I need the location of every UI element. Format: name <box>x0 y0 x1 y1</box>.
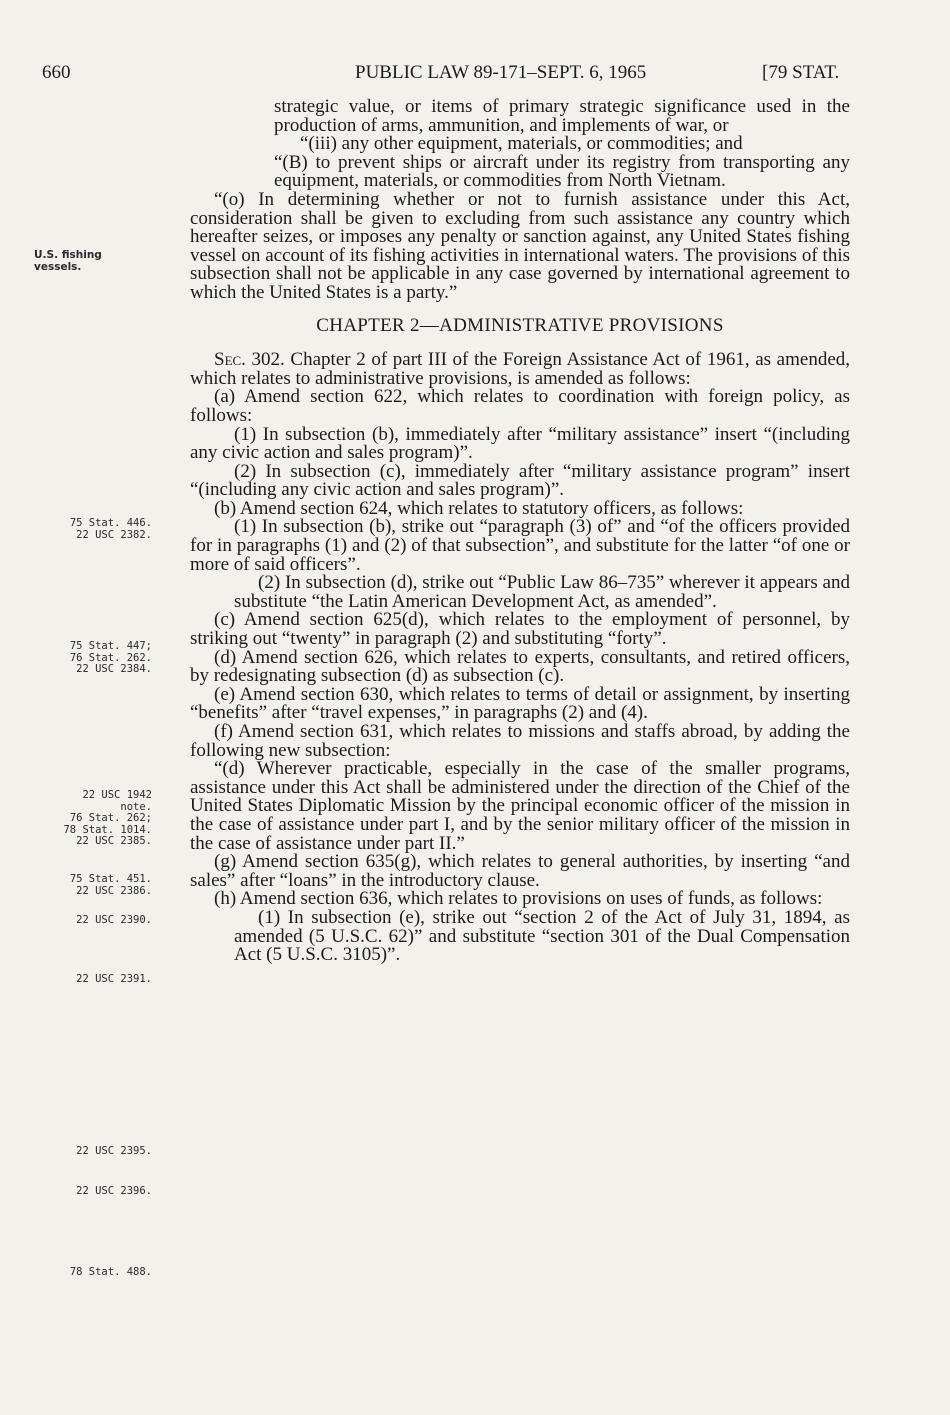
statute-reference: [79 STAT. <box>762 62 840 83</box>
paragraph: (a) Amend section 622, which relates to coordination with foreign policy, as follows: <box>190 386 850 426</box>
paragraph <box>190 351 850 388</box>
paragraph: strategic value, or items of primary strategic significance used in the production of arms, ammunition, and implements of war, or <box>274 96 850 136</box>
section-label: Sec. <box>214 349 246 371</box>
margin-note: 22 USC 2395. <box>76 1145 152 1157</box>
paragraph: “(iii) any other equipment, materials, or commodities; and <box>300 133 743 155</box>
margin-note: 22 USC 2391. <box>76 973 152 985</box>
paragraph: (h) Amend section 636, which relates to provisions on uses of funds, as follows: <box>214 888 823 910</box>
paragraph: (2) In subsection (d), strike out “Public Law 86–735” wherever it appears and substitute “the Latin American Development Act, as amended”. <box>234 572 850 612</box>
paragraph: (2) In subsection (c), immediately after “military assistance program” insert “(including any civic action and sales program)”. <box>190 460 850 501</box>
paragraph: (1) In subsection (e), strike out “section 2 of the Act of July 31, 1894, as amended (5 U.S.C. 62)” and substitute “section 301 of the Dual Compensation Act (5 U.S.C. 3105)”. <box>234 906 850 966</box>
margin-note: 75 Stat. 446. 22 USC 2382. <box>69 517 152 541</box>
paragraph: (1) In subsection (b), strike out “paragraph (3) of” and “of the officers provided for in paragraphs (1) and (2) of that subsection”, and substitute for the latter “of one or more of said officers”. <box>190 516 850 575</box>
margin-note: 78 Stat. 488. <box>69 1266 152 1278</box>
margin-note: 75 Stat. 451. 22 USC 2386. <box>69 873 152 897</box>
paragraph: “(o) In determining whether or not to furnish assistance under this Act, consideration shall be given to excluding from such assistance any country which hereafter seizes, or imposes any penalty or sanction against, any United States fishing vessel on account of its fishing activities in international waters. The provisions of this subsection shall not be applicable in any case governed by international agreement to which the United States is a party.” <box>190 188 850 303</box>
chapter-heading: CHAPTER 2—ADMINISTRATIVE PROVISIONS <box>316 314 724 336</box>
paragraph: “(B) to prevent ships or aircraft under its registry from transporting any equipment, materials, or commodities from North Vietnam. <box>274 151 850 192</box>
paragraph: (e) Amend section 630, which relates to terms of detail or assignment, by inserting “benefits” after “travel expenses,” in paragraphs (2) and (4). <box>190 683 850 724</box>
main-text <box>190 98 850 965</box>
paragraph: (b) Amend section 624, which relates to statutory officers, as follows: <box>214 497 744 519</box>
paragraph: (1) In subsection (b), immediately after “military assistance” insert “(including any civic action and sales program)”. <box>190 423 850 464</box>
margin-note: 22 USC 2390. <box>76 914 152 926</box>
running-title: PUBLIC LAW 89-171–SEPT. 6, 1965 <box>355 62 647 83</box>
paragraph-text: 302. Chapter 2 of part III of the Foreign Assistance Act of 1961, as amended, which relates to administrative provisions, is amended as follows: <box>190 349 850 389</box>
margin-note: 75 Stat. 447; 76 Stat. 262. 22 USC 2384. <box>69 640 152 675</box>
paragraph: (c) Amend section 625(d), which relates to the employment of personnel, by striking out “twenty” in paragraph (2) and substituting “forty”. <box>190 609 850 650</box>
paragraph: (d) Amend section 626, which relates to experts, consultants, and retired officers, by redesignating subsection (d) as subsection (c). <box>190 646 850 687</box>
margin-note: 22 USC 2396. <box>76 1185 152 1197</box>
paragraph: (f) Amend section 631, which relates to missions and staffs abroad, by adding the following new subsection: <box>190 721 850 761</box>
page-number: 660 <box>42 62 71 83</box>
paragraph: (g) Amend section 635(g), which relates to general authorities, by inserting “and sales” after “loans” in the introductory clause. <box>190 851 850 891</box>
margin-note: U.S. fishing vessels. <box>34 249 102 273</box>
paragraph: “(d) Wherever practicable, especially in the case of the smaller programs, assistance under this Act shall be administered under the direction of the Chief of the United States Diplomatic Mission by the principal economic officer of the mission in the case of assistance under part I, and by the senior military officer of the mission in the case of assistance under part II.” <box>190 758 850 854</box>
margin-note: 22 USC 1942 note. 76 Stat. 262; 78 Stat. 1014. 22 USC 2385. <box>63 789 152 847</box>
